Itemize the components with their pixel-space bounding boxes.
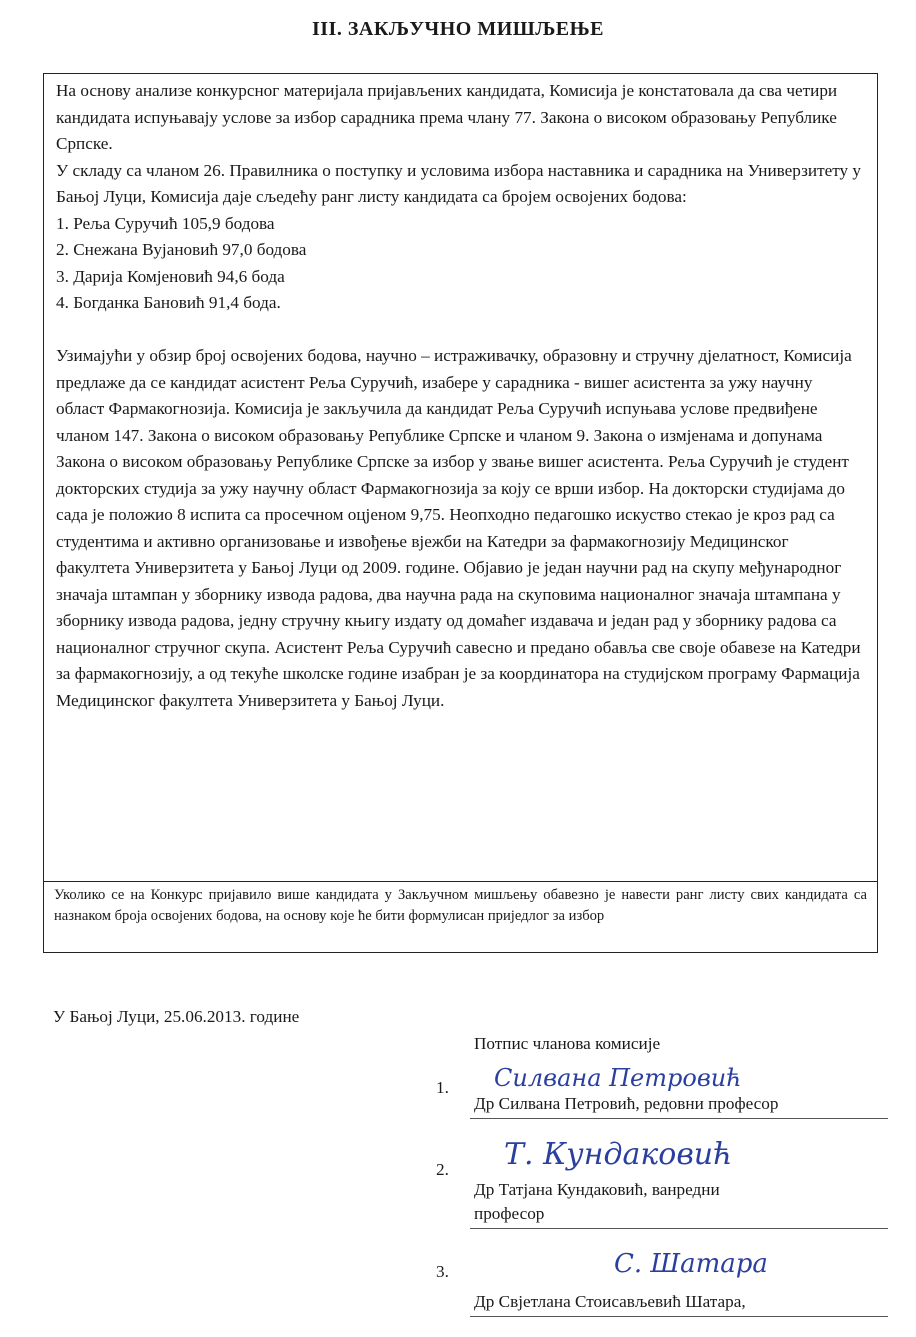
ranking-intro-paragraph: У складу са чланом 26. Правилника о поступку и условима избора наставника и сарадника на Универзитету у Бањој Луци, Комисија даје сљедећу ранг листу кандидата са бројем освојених бодова: (56, 160, 861, 206)
signature-line (470, 1228, 888, 1229)
member-number: 2. (436, 1160, 449, 1179)
conclusion-box (43, 73, 878, 953)
signatures-heading: Потпис чланова комисије (474, 1034, 661, 1053)
ranking-item: 4. Богданка Бановић 91,4 бода. (56, 293, 281, 312)
ranking-item: 1. Реља Суручић 105,9 бодова (56, 213, 275, 233)
member-name: Др Силвана Петровић, редовни професор (474, 1094, 779, 1113)
instruction-note: Уколико се на Конкурс пријавило више кандидата у Закључном мишљењу обавезно је навести ранг листу свих кандидата са назнаком броја освојених бодова, на основу које ће бити формулисан приједлог за избор (44, 881, 877, 951)
svg-text:С. Шатара: С. Шатара (614, 1249, 768, 1279)
place-and-date: У Бањој Луци, 25.06.2013. године (53, 1007, 300, 1026)
member-name: Др Татјана Кундаковић, ванредни (474, 1180, 720, 1199)
conclusion-text (56, 78, 862, 714)
member-number: 3. (436, 1262, 449, 1281)
handwritten-signature (500, 1122, 760, 1180)
handwritten-signature (610, 1238, 810, 1288)
signature-line (470, 1316, 888, 1317)
member-name-continuation: професор (474, 1204, 545, 1223)
svg-text:Т. Кундаковић: Т. Кундаковић (504, 1137, 733, 1172)
member-number: 1. (436, 1078, 449, 1097)
member-name: Др Свјетлана Стоисављевић Шатара, (474, 1292, 746, 1311)
recommendation-paragraph: Узимајући у обзир број освојених бодова, научно – истраживачку, образовну и стручну дјелатност, Комисија предлаже да се кандидат асистент Реља Суручић, изабере у сарадника - вишег асистента за ужу научну област Фармакогнозија. Комисија је закључила да кандидат Реља Суручић испуњава услове предвиђене чланом 147. Закона о високом образовању Републике Српске и чланом 9. Закона о измјенама и допунама Закона о високом образовању Републике Српске за избор у звање вишег асистента. Реља Суручић је студент докторских студија за ужу научну област Фармакогнозија за коју се врши избор. На докторски студијама до сада је положио 8 испита са просечном оцјеном 9,75. Неопходно педагошко искуство стекао је кроз рад са студентима и активно организовање и извођење вјежби на Катедри за фармакогнозију Медицинског факултета Универзитета у Бањој Луци од 2009. године. Објавио је један научни рад на скупу међународног значаја штампан у зборнику извода радова, два научна рада на скуповима националног значаја штампана у зборнику извода радова, једну стручну књигу издату од домаћег издавача и један рад у зборнику радова са националног стручног скупа. Асистент Реља Суручић савесно и предано обавља све своје обавезе на Катедри за фармакогнозију, а од текуће школске године изабран је за координатора на студијском програму Фармација Медицинског факултета Универзитета у Бањој Луци. (56, 346, 861, 710)
section-title: III. ЗАКЉУЧНО МИШЉЕЊЕ (311, 18, 605, 40)
ranking-item: 3. Дарија Комјеновић 94,6 бода (56, 266, 285, 286)
svg-text:Силвана Петровић: Силвана Петровић (494, 1064, 742, 1092)
analysis-paragraph: На основу анализе конкурсног материјала пријављених кандидата, Комисија је констатовала да сва четири кандидата испуњавају услове за избор сарадника према члану 77. Закона о високом образовању Републике Српске. (56, 81, 838, 153)
ranking-item: 2. Снежана Вујановић 97,0 бодова (56, 240, 307, 259)
signature-line (470, 1118, 888, 1119)
